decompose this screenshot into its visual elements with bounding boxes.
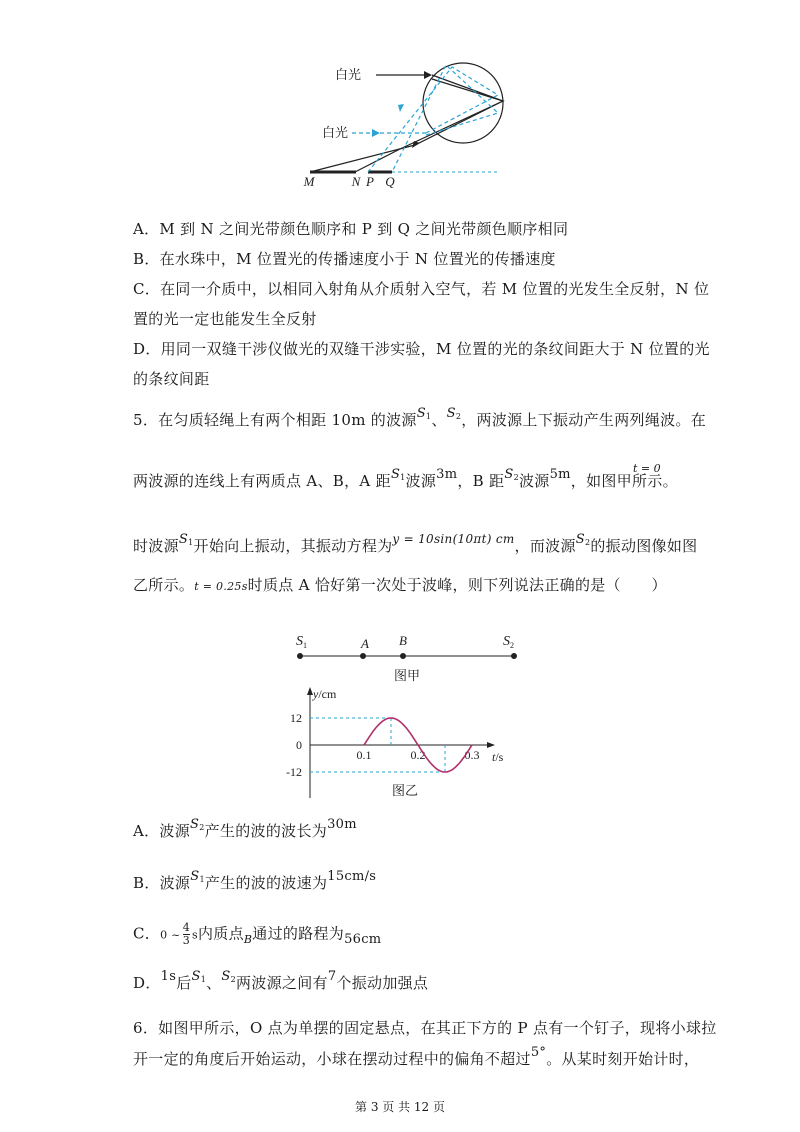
q6-line2: 开一定的角度后开始运动，小球在摆动过程中的偏角不超过5°。从某时刻开始计时，	[133, 1045, 700, 1068]
x-tick-label: 0.1	[356, 748, 372, 762]
y-tick-label: 0	[296, 738, 302, 752]
label-A: A	[361, 636, 369, 651]
x-tick-label: 0.2	[410, 748, 426, 762]
q5-stem-line4: 乙所示。t = 0.25s时质点 A 恰好第一次处于波峰，则下列说法正确的是（ ）	[133, 576, 667, 594]
page-footer: 第 3 页 共 12 页	[355, 1100, 445, 1114]
point-A	[360, 653, 366, 659]
y-tick-label: -12	[286, 765, 302, 779]
water-drop-circle	[423, 63, 503, 143]
x-axis-label: t/s	[492, 750, 504, 764]
q5-stem-line1: 5．在匀质轻绳上有两个相距 10m 的波源$S_1$、$S_2$，两波源上下振动产生两列绳波。在	[133, 406, 707, 429]
q4-option-C-line1: C．在同一介质中，以相同入射角从介质射入空气，若 M 位置的光发生全反射，N 位	[133, 280, 710, 298]
q4-option-D-line1: D．用同一双缝干涉仪做光的双缝干涉实验，M 位置的光的条纹间距大于 N 位置的光	[133, 340, 710, 358]
label-B: B	[399, 633, 407, 648]
q6-line1: 6．如图甲所示，O 点为单摆的固定悬点，在其正下方的 P 点有一个钉子，现将小球拉	[133, 1019, 717, 1037]
point-B	[400, 653, 406, 659]
label-white2: 白光	[321, 125, 349, 140]
y-tick-label: 12	[290, 711, 302, 725]
q5-option-C: C．0 ~ $\frac{4}{3}$ s内质点$_B$通过的路程为56cm	[133, 921, 382, 947]
q4-option-C-line2: 置的光一定也能发生全反射	[133, 310, 317, 328]
label-S2: $S_2$	[503, 634, 514, 650]
q4-option-B: B．在水珠中，M 位置光的传播速度小于 N 位置光的传播速度	[133, 250, 556, 268]
q5-stem-line2: 两波源的连线上有两质点 A、B，A 距$S_1$波源3m，B 距$S_2$波源5m，如图甲所示。	[133, 467, 678, 490]
q5-option-B: B．波源$S_1$产生的波的波速为15cm/s	[133, 869, 377, 892]
q5-t0: t = 0	[633, 462, 661, 475]
point-S1	[297, 653, 303, 659]
x-axis-arrow	[487, 742, 495, 748]
x-tick-label: 0.3	[464, 748, 480, 762]
q5-stem-line3: 时波源$S_1$开始向上振动，其振动方程为$^{y = 10sin(10\pi t) cm}$，而波源$S_2$的振动图像如图	[133, 532, 698, 555]
label-white1: 白光	[334, 67, 362, 82]
label-P: P	[366, 174, 374, 189]
point-S2	[511, 653, 517, 659]
q5-option-D: D．1s后$S_1$、$S_2$两波源之间有7个振动加强点	[133, 969, 429, 992]
label-S1: $S_1$	[296, 634, 307, 650]
y-axis-label: y/cm	[313, 687, 337, 701]
caption-jia: 图甲	[393, 668, 421, 683]
fraction-4-3: $\frac{4}{3}$	[182, 921, 191, 947]
q5-option-A: A．波源$S_2$产生的波的波长为30m	[133, 817, 357, 840]
label-Q: Q	[385, 174, 395, 189]
caption-yi: 图乙	[392, 784, 419, 799]
label-M: M	[303, 174, 315, 189]
figure-jia	[0, 628, 800, 688]
q4-option-D-line2: 的条纹间距	[133, 370, 210, 388]
q4-option-A: A．M 到 N 之间光带颜色顺序和 P 到 Q 之间光带颜色顺序相同	[133, 220, 569, 238]
label-N: N	[351, 174, 361, 189]
